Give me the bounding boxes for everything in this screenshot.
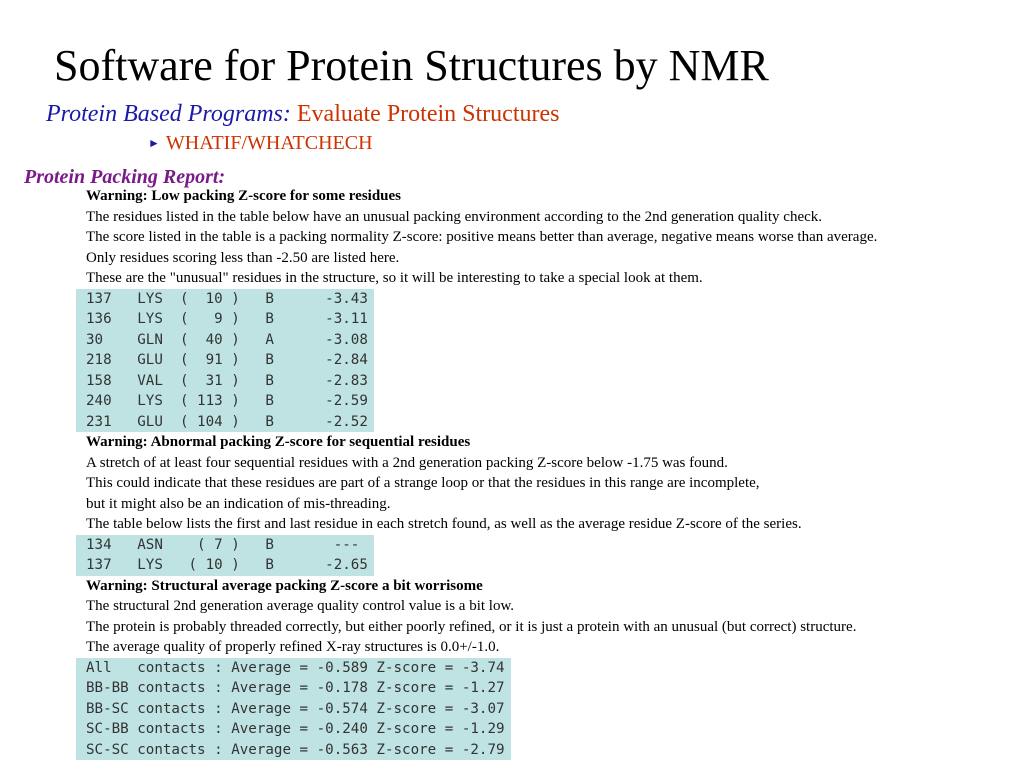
table-row: BB-BB contacts : Average = -0.178 Z-score = -1.27 [86, 680, 505, 696]
contacts-table [76, 658, 511, 761]
table-row: 240 LYS ( 113 ) B -2.59 [86, 393, 368, 409]
table-row: 137 LYS ( 10 ) B -2.65 [86, 557, 368, 573]
report-body [86, 186, 1016, 760]
table-row: 136 LYS ( 9 ) B -3.11 [86, 311, 368, 327]
stretch-table [76, 535, 374, 576]
text-line: These are the "unusual" residues in the structure, so it will be interesting to take a special look at them. [86, 270, 703, 286]
triangle-right-icon: ► [148, 136, 160, 150]
table-row: SC-BB contacts : Average = -0.240 Z-score = -1.29 [86, 721, 505, 737]
table-row: 158 VAL ( 31 ) B -2.83 [86, 372, 368, 389]
text-line: Only residues scoring less than -2.50 are listed here. [86, 249, 400, 266]
report-heading: Protein Packing Report: [24, 166, 226, 188]
table-row: BB-SC contacts : Average = -0.574 Z-score = -3.07 [86, 700, 505, 717]
slide-title: Software for Protein Structures by NMR [54, 41, 769, 90]
subtitle-italic: Protein Based Programs: [46, 101, 291, 127]
warning-heading: Warning: Low packing Z-score for some residues [86, 188, 402, 204]
table-row: SC-SC contacts : Average = -0.563 Z-score = -2.79 [86, 741, 505, 758]
bullet-item [148, 131, 373, 155]
text-line: This could indicate that these residues are part of a strange loop or that the residues in this range are incomplete, [86, 475, 760, 491]
text-line: The table below lists the first and last residue in each stretch found, as well as the average residue Z-score of the series. [86, 516, 802, 532]
text-line: The average quality of properly refined X-ray structures is 0.0+/-1.0. [86, 639, 500, 655]
table-row: 30 GLN ( 40 ) A -3.08 [86, 331, 368, 348]
bullet-label: WHATIF/WHATCHECH [165, 132, 373, 154]
text-line: The score listed in the table is a packing normality Z-score: positive means better than average, negative means worse than average. [86, 229, 878, 245]
warning-heading: Warning: Abnormal packing Z-score for sequential residues [86, 434, 471, 450]
table-row: 218 GLU ( 91 ) B -2.84 [86, 352, 368, 368]
table-row: All contacts : Average = -0.589 Z-score = -3.74 [86, 659, 505, 676]
text-line: The protein is probably threaded correctly, but either poorly refined, or it is just a protein with an unusual (but correct) structure. [86, 618, 857, 635]
residue-table [76, 289, 374, 433]
text-line: The residues listed in the table below have an unusual packing environment according to the 2nd generation quality check. [86, 208, 823, 225]
subtitle [46, 100, 559, 128]
table-row: 134 ASN ( 7 ) B --- [86, 536, 360, 553]
table-row: 231 GLU ( 104 ) B -2.52 [86, 413, 368, 430]
text-line: A stretch of at least four sequential residues with a 2nd generation packing Z-score below -1.75 was found. [86, 454, 728, 471]
warning-heading: Warning: Structural average packing Z-score a bit worrisome [86, 577, 483, 594]
text-line: but it might also be an indication of mis-threading. [86, 495, 391, 512]
text-line: The structural 2nd generation average quality control value is a bit low. [86, 598, 515, 614]
subtitle-rest: Evaluate Protein Structures [296, 101, 560, 127]
table-row: 137 LYS ( 10 ) B -3.43 [86, 290, 368, 307]
